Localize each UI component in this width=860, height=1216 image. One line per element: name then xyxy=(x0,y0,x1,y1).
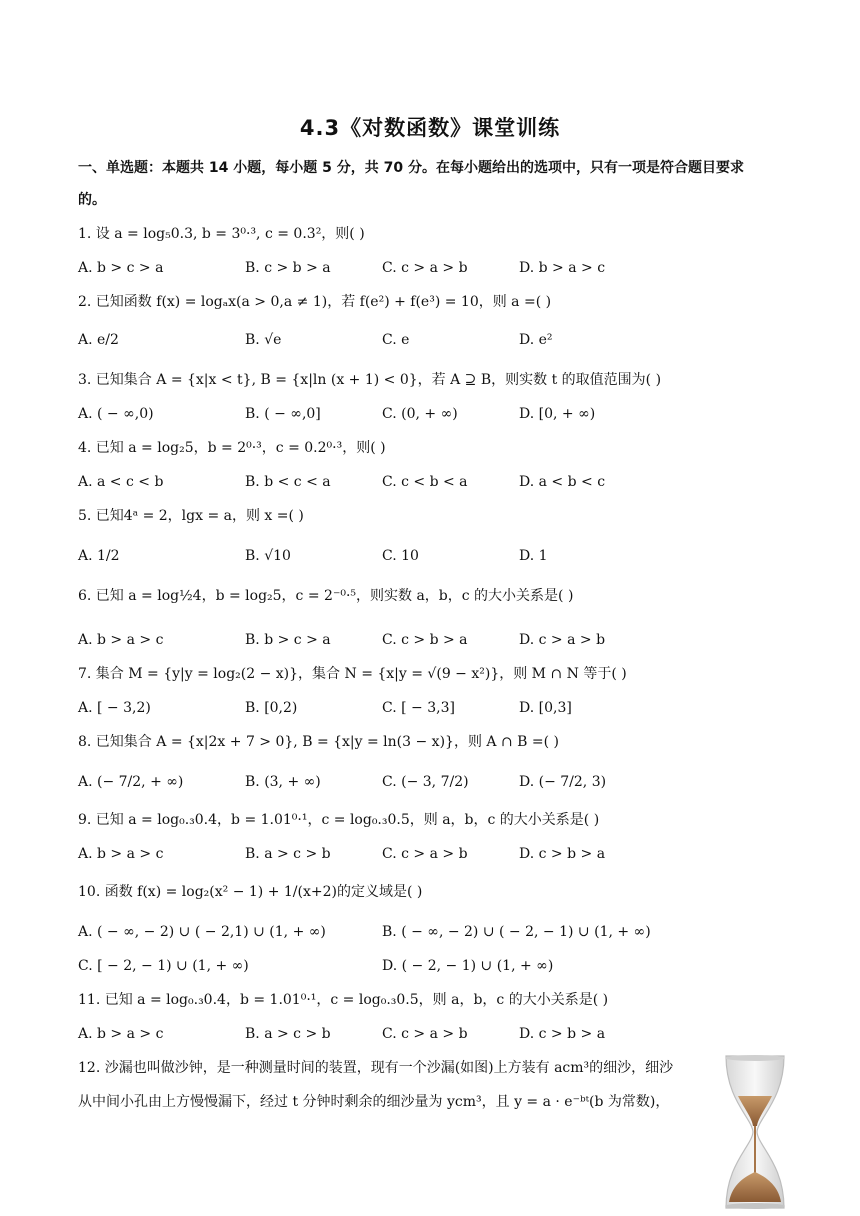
section-heading-line2: 的。 xyxy=(78,192,106,208)
question-7-option-a: A. [ − 3,2) xyxy=(78,700,151,716)
question-6-stem: 6. 已知 a = log½4，b = log₂5，c = 2⁻⁰·⁵，则实数 a，b，c 的大小关系是( ) xyxy=(78,588,574,604)
question-4-stem: 4. 已知 a = log₂5，b = 2⁰·³，c = 0.2⁰·³，则( ) xyxy=(78,440,386,456)
question-11-option-b: B. a > c > b xyxy=(245,1026,331,1042)
question-8-option-a: A. (− 7/2, + ∞) xyxy=(78,774,184,790)
question-12-line2: 从中间小孔由上方慢慢漏下，经过 t 分钟时剩余的细沙量为 ycm³，且 y = a · e⁻ᵇᵗ(b 为常数)， xyxy=(78,1094,670,1110)
question-8-option-b: B. (3, + ∞) xyxy=(245,774,321,790)
question-5-stem: 5. 已知4ᵃ = 2，lgx = a，则 x =( ) xyxy=(78,508,304,524)
question-5-option-b: B. √10 xyxy=(245,548,291,564)
question-3-option-c: C. (0, + ∞) xyxy=(382,406,458,422)
question-1-option-b: B. c > b > a xyxy=(245,260,331,276)
question-11-option-c: C. c > a > b xyxy=(382,1026,468,1042)
question-7-stem: 7. 集合 M = {y|y = log₂(2 − x)}，集合 N = {x|y = √(9 − x²)}，则 M ∩ N 等于( ) xyxy=(78,666,627,682)
question-8-stem: 8. 已知集合 A = {x|2x + 7 > 0}, B = {x|y = ln(3 − x)}，则 A ∩ B =( ) xyxy=(78,734,559,750)
question-12-line1: 12. 沙漏也叫做沙钟，是一种测量时间的装置，现有一个沙漏(如图)上方装有 acm³的细沙，细沙 xyxy=(78,1060,674,1076)
question-3-stem: 3. 已知集合 A = {x|x < t}, B = {x|ln (x + 1) < 0}，若 A ⊇ B，则实数 t 的取值范围为( ) xyxy=(78,372,662,388)
question-11-option-d: D. c > b > a xyxy=(519,1026,606,1042)
hourglass-image xyxy=(720,1052,790,1212)
question-6-option-d: D. c > a > b xyxy=(519,632,606,648)
question-9-stem: 9. 已知 a = log₀.₃0.4，b = 1.01⁰·¹，c = log₀.₃0.5，则 a，b，c 的大小关系是( ) xyxy=(78,812,600,828)
question-9-option-d: D. c > b > a xyxy=(519,846,606,862)
question-10-stem: 10. 函数 f(x) = log₂(x² − 1) + 1/(x+2)的定义域是( ) xyxy=(78,884,423,900)
question-5-option-a: A. 1/2 xyxy=(78,548,120,564)
question-9-option-c: C. c > a > b xyxy=(382,846,468,862)
question-11-stem: 11. 已知 a = log₀.₃0.4，b = 1.01⁰·¹，c = log₀.₃0.5，则 a，b，c 的大小关系是( ) xyxy=(78,992,609,1008)
question-3-option-b: B. ( − ∞,0] xyxy=(245,406,321,422)
question-1-option-d: D. b > a > c xyxy=(519,260,606,276)
question-7-option-b: B. [0,2) xyxy=(245,700,298,716)
question-2-stem: 2. 已知函数 f(x) = logₐx(a > 0,a ≠ 1)，若 f(e²) + f(e³) = 10，则 a =( ) xyxy=(78,294,552,310)
question-10-option-d: D. ( − 2, − 1) ∪ (1, + ∞) xyxy=(382,958,554,974)
question-2-option-b: B. √e xyxy=(245,332,282,348)
question-5-option-c: C. 10 xyxy=(382,548,419,564)
question-7-option-c: C. [ − 3,3] xyxy=(382,700,455,716)
question-9-option-a: A. b > a > c xyxy=(78,846,164,862)
question-6-option-a: A. b > a > c xyxy=(78,632,164,648)
question-8-option-d: D. (− 7/2, 3) xyxy=(519,774,607,790)
question-1-option-c: C. c > a > b xyxy=(382,260,468,276)
question-7-option-d: D. [0,3] xyxy=(519,700,572,716)
question-2-option-c: C. e xyxy=(382,332,410,348)
question-1-option-a: A. b > c > a xyxy=(78,260,164,276)
page-title: 4.3《对数函数》课堂训练 xyxy=(299,116,561,140)
question-8-option-c: C. (− 3, 7/2) xyxy=(382,774,469,790)
section-heading-line1: 一、单选题：本题共 14 小题，每小题 5 分，共 70 分。在每小题给出的选项中，只有一项是符合题目要求 xyxy=(78,160,744,176)
question-3-option-a: A. ( − ∞,0) xyxy=(78,406,154,422)
question-4-option-d: D. a < b < c xyxy=(519,474,606,490)
question-10-option-a: A. ( − ∞, − 2) ∪ ( − 2,1) ∪ (1, + ∞) xyxy=(78,924,326,940)
question-1-stem: 1. 设 a = log₅0.3, b = 3⁰·³, c = 0.3²，则( ) xyxy=(78,226,365,242)
question-10-option-c: C. [ − 2, − 1) ∪ (1, + ∞) xyxy=(78,958,249,974)
question-9-option-b: B. a > c > b xyxy=(245,846,331,862)
question-4-option-b: B. b < c < a xyxy=(245,474,331,490)
question-3-option-d: D. [0, + ∞) xyxy=(519,406,596,422)
question-10-option-b: B. ( − ∞, − 2) ∪ ( − 2, − 1) ∪ (1, + ∞) xyxy=(382,924,651,940)
question-2-option-a: A. e/2 xyxy=(78,332,119,348)
question-4-option-a: A. a < c < b xyxy=(78,474,164,490)
question-6-option-b: B. b > c > a xyxy=(245,632,331,648)
question-11-option-a: A. b > a > c xyxy=(78,1026,164,1042)
question-2-option-d: D. e² xyxy=(519,332,553,348)
question-6-option-c: C. c > b > a xyxy=(382,632,468,648)
question-4-option-c: C. c < b < a xyxy=(382,474,468,490)
question-5-option-d: D. 1 xyxy=(519,548,548,564)
